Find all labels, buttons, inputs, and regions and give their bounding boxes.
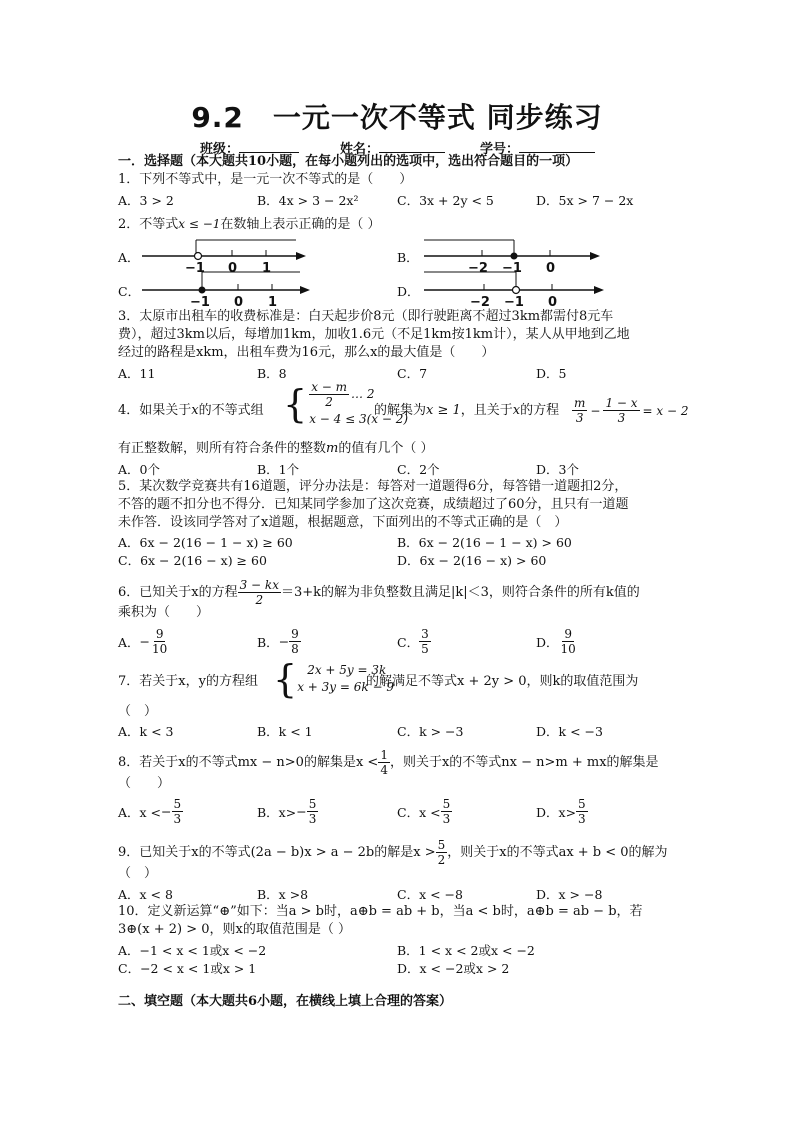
q3-line1: 3．太原市出租车的收费标准是：白天起步价8元（即行驶距离不超过3km都需付8元车 [118,309,614,324]
tick-label: 0 [234,295,244,308]
q7-option-a[interactable]: A．k < 3 [118,724,174,739]
number-line-c [140,268,315,308]
q7-option-b[interactable]: B．k < 1 [257,724,313,739]
q3-option-b[interactable]: B．8 [257,366,287,381]
tick-label: −1 [185,261,205,276]
name-label: 姓名： [340,142,380,157]
q5-line2: 不答的题不扣分也不得分．已知某同学参加了这次竞赛，成绩超过了60分，且只有一道题 [118,497,629,512]
q8-option-b[interactable]: B．x> − $\frac{5}{3}$ [257,797,317,826]
q9-option-d[interactable]: D．x > −8 [536,887,603,902]
q5-line3: 未作答．设该同学答对了x道题，根据题意，下面列出的不等式正确的是（ ） [118,515,568,530]
q5-line1: 5．某次数学竞赛共有16道题，评分办法是：每答对一道题得6分，每答错一道题扣2分， [118,479,628,494]
q9-option-c[interactable]: C．x < −8 [397,887,463,902]
q10-option-c[interactable]: C．−2 < x < 1或x > 1 [118,961,257,976]
id-blank[interactable] [519,140,595,153]
q3-option-c[interactable]: C．7 [397,366,428,381]
q2-option-c[interactable]: C． [118,284,141,299]
class-label: 班级： [200,142,240,157]
q6-option-a[interactable]: A． − $\frac{9}{10}$ [118,627,168,656]
q10-option-b[interactable]: B．1 < x < 2或x < −2 [397,943,535,958]
q4-post: 的解集为x ≥ 1，且关于x的方程 [374,403,560,418]
tick-label: −1 [504,295,524,308]
brace-icon: { [273,657,298,701]
q4-system: { $\frac{x - m}{2}$ … 2 x − 4 ≤ 3(x − 2) [283,380,409,426]
q1-option-b[interactable]: B．4x > 3 − 2x² [257,193,359,208]
q8-option-d[interactable]: D．x> $\frac{5}{3}$ [536,797,586,826]
id-label: 学号： [480,142,520,157]
q9-option-a[interactable]: A．x < 8 [118,887,173,902]
q7-option-d[interactable]: D．k < −3 [536,724,603,739]
q4-option-c[interactable]: C．2个 [397,462,440,477]
q9-line2: （ ） [118,866,158,881]
q7-pre: 7．若关于x，y的方程组 [118,674,258,689]
q3-option-d[interactable]: D．5 [536,366,567,381]
q3-line2: 费），超过3km以后，每增加1km，加收1.6元（不足1km按1km计），某人从甲地到乙地 [118,327,630,342]
q2-stem: 2．不等式x ≤ −1在数轴上表示正确的是（ ） [118,217,381,232]
q5-option-b[interactable]: B．6x − 2(16 − 1 − x) > 60 [397,535,572,550]
q2-option-a[interactable]: A． [118,250,140,265]
q4-line2: 有正整数解，则所有符合条件的整数m的值有几个（ ） [118,441,434,456]
q7-post: 的解满足不等式x + 2y > 0，则k的取值范围为 [366,674,639,689]
q7-system: { 2x + 5y = 3k x + 3y = 6k − 9 [273,657,394,701]
tick-label: 1 [262,261,272,276]
page-title: 9.2 一元一次不等式 同步练习 [191,101,603,134]
q6-option-b[interactable]: B． − $\frac{9}{8}$ [257,627,299,656]
q5-option-a[interactable]: A．6x − 2(16 − 1 − x) ≥ 60 [118,535,293,550]
q1-option-a[interactable]: A．3 > 2 [118,193,174,208]
q9-option-b[interactable]: B．x >8 [257,887,309,902]
q5-option-d[interactable]: D．6x − 2(16 − x) > 60 [397,553,547,568]
q4-option-b[interactable]: B．1个 [257,462,300,477]
name-blank[interactable] [379,140,445,153]
q10-line2: 3⊕(x + 2) > 0，则x的取值范围是（ ） [118,922,351,937]
q7-line2: （ ） [118,704,158,719]
class-blank[interactable] [239,140,299,153]
tick-label: 0 [228,261,238,276]
q8-stem: 8．若关于x的不等式mx − n>0的解集是x < $\frac{1}{4}$ ，则关于x的不等式nx − n>m + mx的解集是 [118,748,659,777]
q4-option-a[interactable]: A．0个 [118,462,160,477]
q8-option-a[interactable]: A．x < − $\frac{5}{3}$ [118,797,182,826]
q10-line1: 10．定义新运算“⊕”如下：当a > b时，a⊕b = ab + b，当a < b时，a⊕b = ab − b，若 [118,904,643,919]
q10-option-d[interactable]: D．x < −2或x > 2 [397,961,510,976]
tick-label: 0 [546,261,556,276]
q2-option-d[interactable]: D． [397,284,420,299]
q4-option-d[interactable]: D．3个 [536,462,579,477]
tick-label: −2 [468,261,488,276]
q4-equation: $\frac{m}{3}$ − $\frac{1 - x}{3}$ = x − 2 [574,396,689,425]
tick-label: 1 [268,295,278,308]
q8-line2: （ ） [118,776,171,791]
tick-label: −2 [470,295,490,308]
section2-heading: 二、填空题（本大题共6小题，在横线上填上合理的答案） [118,994,453,1009]
section1-heading: 一．选择题（本大题共10小题，在每小题列出的选项中，选出符合题目的一项） [118,154,579,169]
brace-icon: { [283,382,308,426]
q4-pre: 4．如果关于x的不等式组 [118,403,264,418]
q1-stem: 1．下列不等式中，是一元一次不等式的是（ ） [118,172,413,187]
q8-option-c[interactable]: C．x < $\frac{5}{3}$ [397,797,451,826]
number-line-d [420,268,610,308]
q9-stem: 9．已知关于x的不等式(2a − b)x > a − 2b的解是x > $\frac{5}{2}$ ，则关于x的不等式ax + b < 0的解为 [118,838,668,867]
q3-line3: 经过的路程是xkm，出租车费为16元，那么x的最大值是（ ） [118,345,495,360]
q1-option-c[interactable]: C．3x + 2y < 5 [397,193,494,208]
q6-option-d[interactable]: D． $\frac{9}{10}$ [536,627,576,656]
q10-option-a[interactable]: A．−1 < x < 1或x < −2 [118,943,267,958]
q6-stem: 6．已知关于x的方程 $\frac{3 - kx}{2}$ ＝3+k的解为非负整数且满足|k|＜3，则符合条件的所有k值的 [118,578,640,607]
q7-option-c[interactable]: C．k > −3 [397,724,464,739]
tick-label: 0 [548,295,558,308]
q6-option-c[interactable]: C． $\frac{3}{5}$ [397,627,429,656]
q6-line2: 乘积为（ ） [118,605,210,620]
tick-label: −1 [190,295,210,308]
q2-option-b[interactable]: B． [397,250,419,265]
q5-option-c[interactable]: C．6x − 2(16 − x) ≥ 60 [118,553,267,568]
q3-option-a[interactable]: A．11 [118,366,156,381]
tick-label: −1 [502,261,522,276]
q1-option-d[interactable]: D．5x > 7 − 2x [536,193,634,208]
